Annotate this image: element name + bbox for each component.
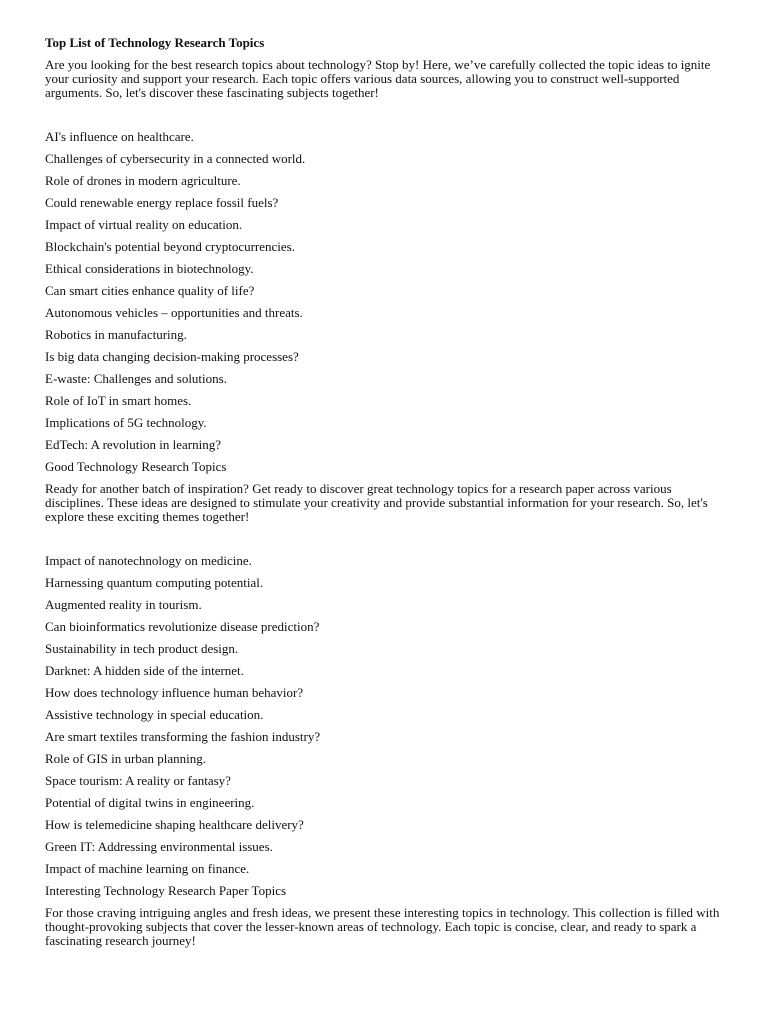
list-item: How does technology influence human behavior? [45, 685, 304, 700]
spacer [45, 524, 723, 554]
section-3-heading: Interesting Technology Research Paper Topics [45, 883, 287, 898]
section-2-topic-list [45, 554, 723, 884]
list-item: Potential of digital twins in engineering. [45, 795, 255, 810]
list-item: Green IT: Addressing environmental issues. [45, 839, 273, 854]
section-2-heading: Good Technology Research Topics [45, 459, 227, 474]
list-item: Augmented reality in tourism. [45, 597, 202, 612]
list-item: Role of GIS in urban planning. [45, 751, 207, 766]
list-item: Impact of virtual reality on education. [45, 217, 243, 232]
list-item: Harnessing quantum computing potential. [45, 575, 264, 590]
list-item: Are smart textiles transforming the fashion industry? [45, 729, 321, 744]
list-item: Assistive technology in special education. [45, 707, 264, 722]
list-item: AI's influence on healthcare. [45, 129, 194, 144]
list-item: Could renewable energy replace fossil fuels? [45, 195, 279, 210]
section-3-intro: For those craving intriguing angles and fresh ideas, we present these interesting topics in technology. This collection is filled with thought-provoking subjects that cover the lesser-known areas of technology. Each topic is concise, clear, and ready to spark a fascinating research journey! [45, 905, 720, 948]
list-item: EdTech: A revolution in learning? [45, 437, 221, 452]
list-item: E-waste: Challenges and solutions. [45, 371, 227, 386]
spacer [45, 100, 723, 130]
document-title: Top List of Technology Research Topics [45, 35, 265, 50]
list-item: Is big data changing decision-making processes? [45, 349, 299, 364]
list-item: Robotics in manufacturing. [45, 327, 187, 342]
list-item: Role of drones in modern agriculture. [45, 173, 241, 188]
list-item: Impact of machine learning on finance. [45, 861, 250, 876]
list-item: Autonomous vehicles – opportunities and threats. [45, 305, 303, 320]
list-item: Can bioinformatics revolutionize disease prediction? [45, 619, 320, 634]
list-item: Blockchain's potential beyond cryptocurrencies. [45, 239, 295, 254]
list-item: Challenges of cybersecurity in a connected world. [45, 151, 306, 166]
list-item: Implications of 5G technology. [45, 415, 207, 430]
list-item: Sustainability in tech product design. [45, 641, 239, 656]
section-1-intro: Are you looking for the best research topics about technology? Stop by! Here, we’ve carefully collected the topic ideas to ignite your curiosity and support your research. Each topic offers various data sources, allowing you to construct well-supported arguments. So, let's discover these fascinating subjects together! [45, 57, 711, 100]
list-item: Space tourism: A reality or fantasy? [45, 773, 231, 788]
list-item: Role of IoT in smart homes. [45, 393, 192, 408]
list-item: Ethical considerations in biotechnology. [45, 261, 254, 276]
list-item: How is telemedicine shaping healthcare delivery? [45, 817, 304, 832]
list-item: Impact of nanotechnology on medicine. [45, 553, 252, 568]
list-item: Darknet: A hidden side of the internet. [45, 663, 244, 678]
section-2-intro: Ready for another batch of inspiration? Get ready to discover great technology topics for a research paper across various disciplines. These ideas are designed to stimulate your creativity and provide substantial information for your research. So, let's explore these exciting themes together! [45, 481, 708, 524]
section-1-topic-list [45, 130, 723, 460]
list-item: Can smart cities enhance quality of life? [45, 283, 255, 298]
